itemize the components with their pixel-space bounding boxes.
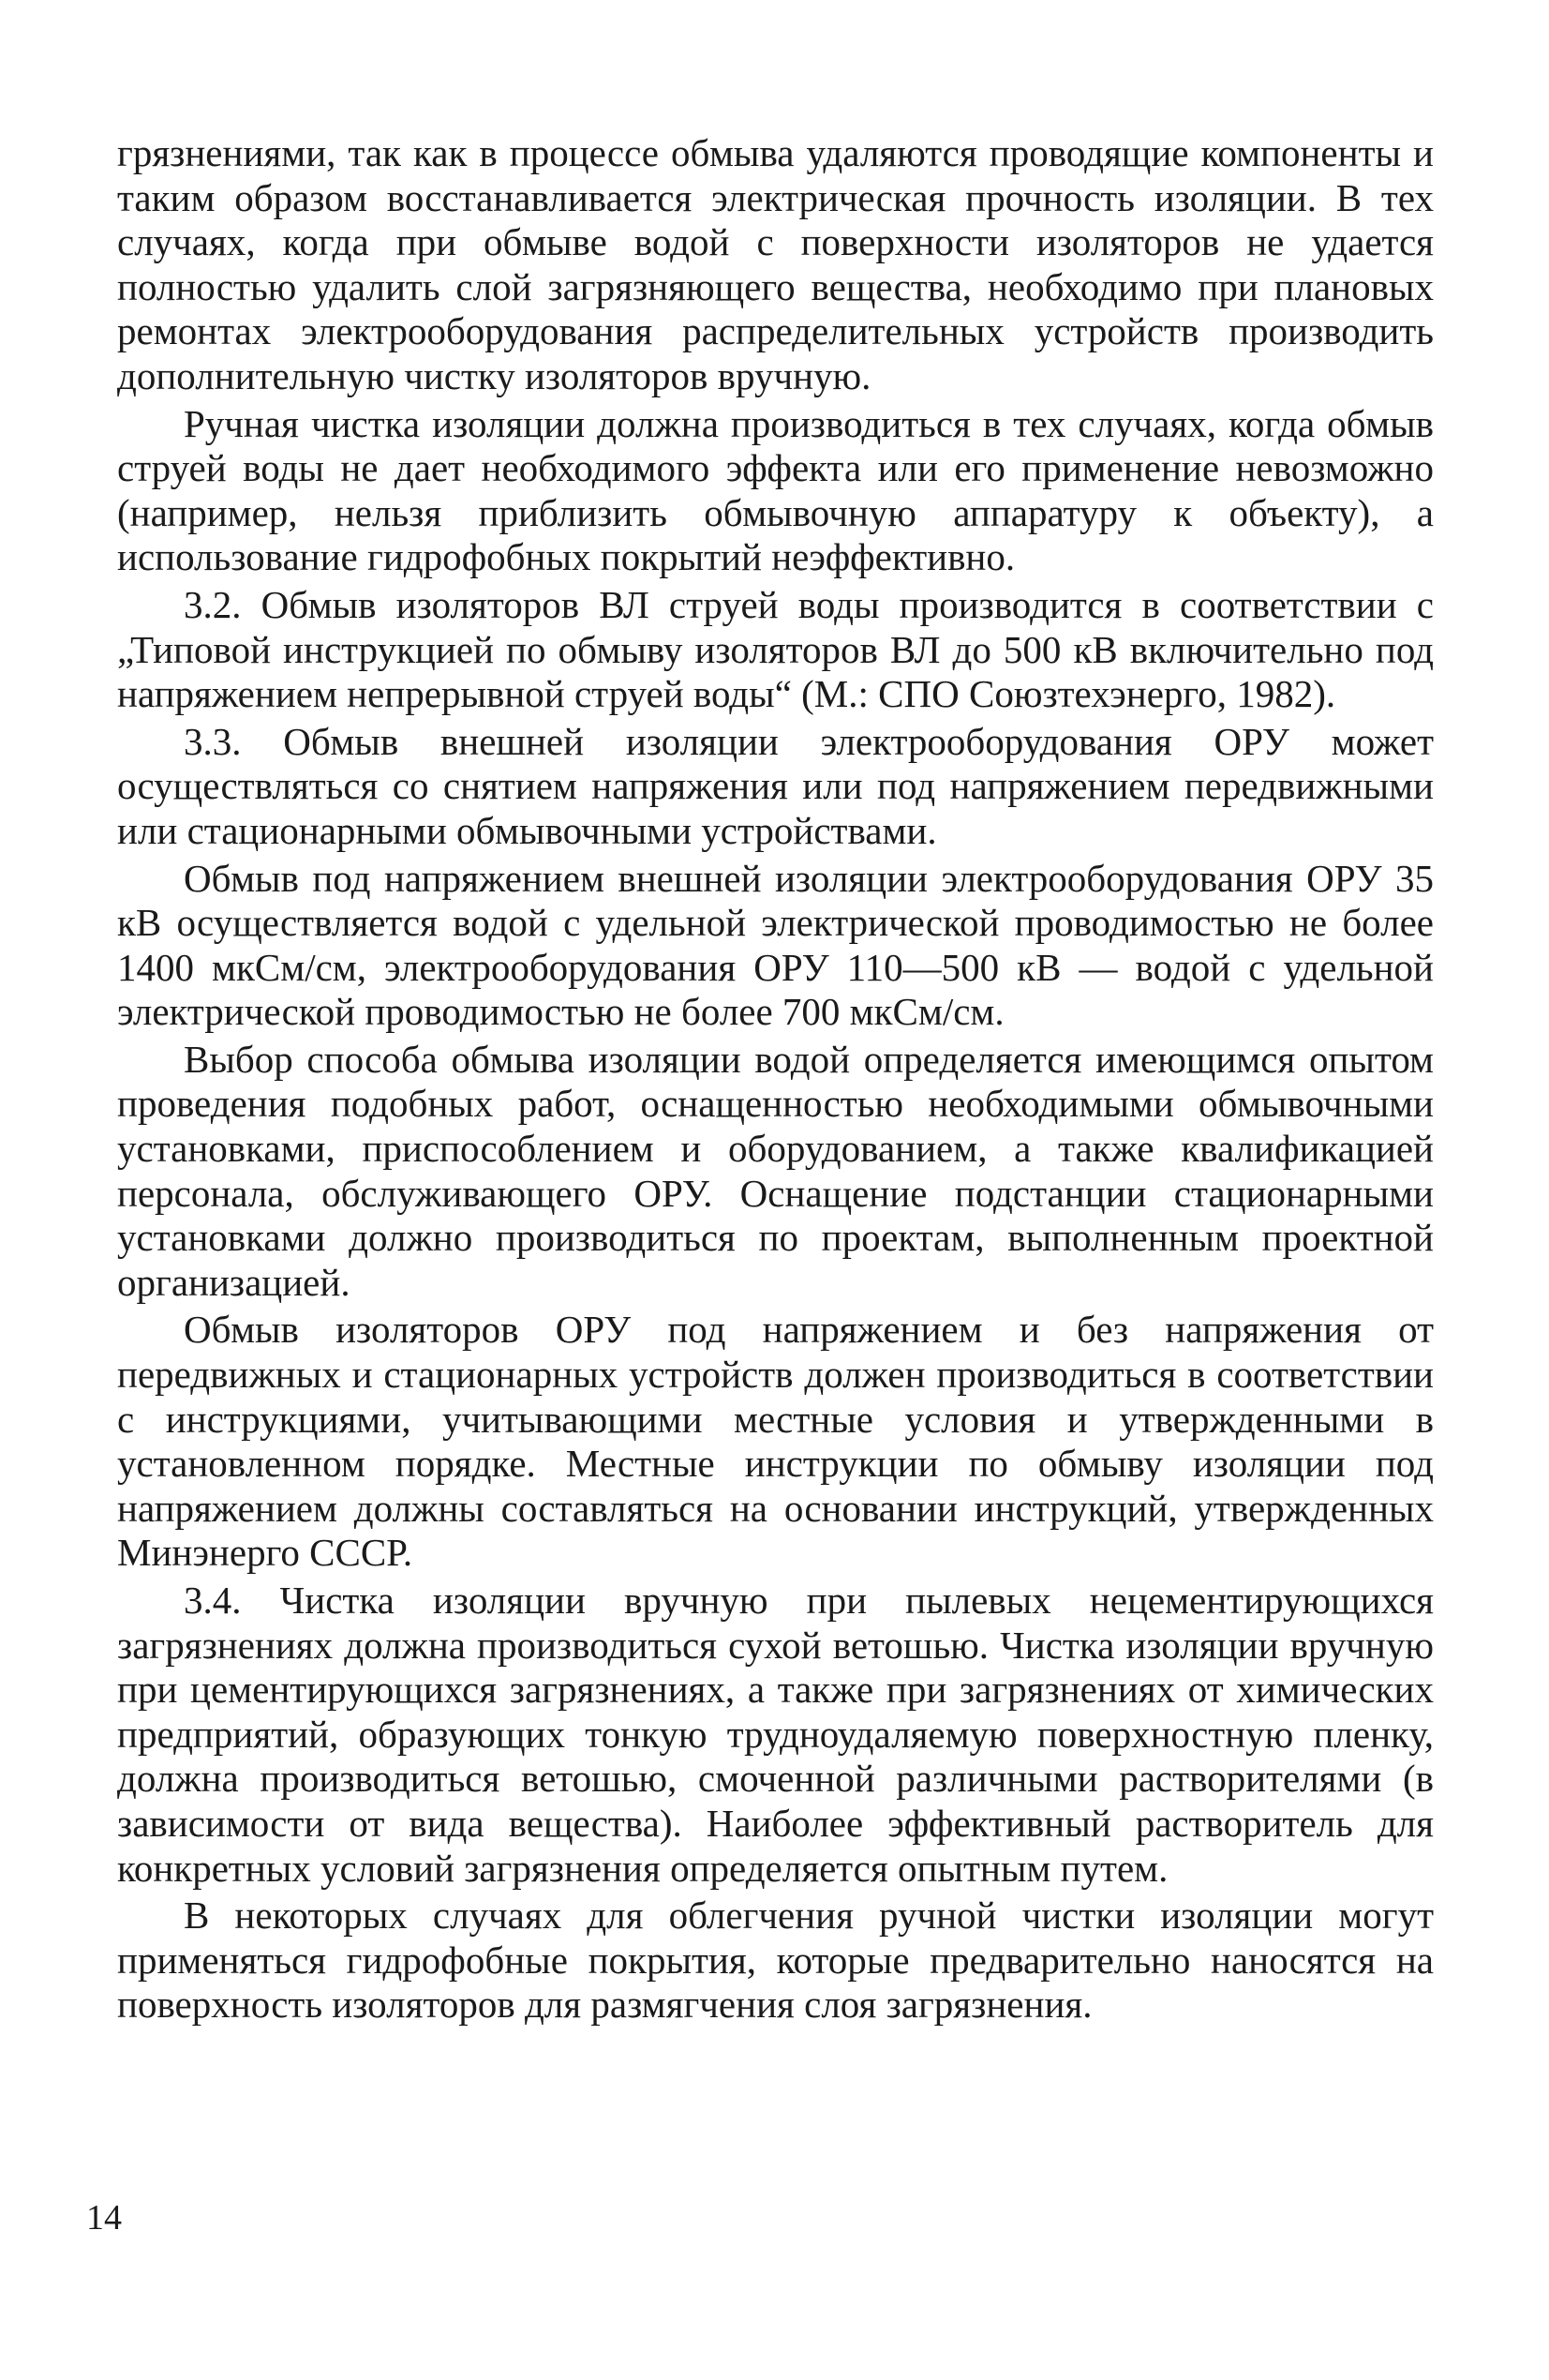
paragraph-2: Ручная чистка изоляции должна производиться в тех случаях, когда обмыв струей воды не дает необходимого эффекта или его применение невозможно (например, нельзя приблизить обмывочную аппаратуру к объекту), а использование гидрофобных покрытий неэффективно. bbox=[117, 401, 1434, 579]
paragraph-6: Выбор способа обмыва изоляции водой определяется имеющимся опытом проведения подобных работ, оснащенностью необходимыми обмывочными установками, приспособлением и оборудованием, а также квалификацией персонала, обслуживающего ОРУ. Оснащение подстанции стационарными установками должно производиться по проектам, выполненным проектной организацией. bbox=[117, 1037, 1434, 1304]
paragraph-8: 3.4. Чистка изоляции вручную при пылевых нецементирующихся загрязнениях должна производиться сухой ветошью. Чистка изоляции вручную при цементирующихся загрязнениях, а также при загрязнениях от химических предприятий, образующих тонкую трудноудаляемую поверхностную пленку, должна производиться ветошью, смоченной различными растворителями (в зависимости от вида вещества). Наиболее эффективный растворитель для конкретных условий загрязнения определяется опытным путем. bbox=[117, 1579, 1434, 1890]
paragraph-4: 3.3. Обмыв внешней изоляции электрооборудования ОРУ может осуществляться со снятием напряжения или под напряжением передвижными или стационарными обмывочными устройствами. bbox=[117, 719, 1434, 852]
document-body bbox=[117, 131, 1434, 2028]
paragraph-9: В некоторых случаях для облегчения ручной чистки изоляции могут применяться гидрофобные покрытия, которые предварительно наносятся на поверхность изоляторов для размягчения слоя загрязнения. bbox=[117, 1894, 1434, 2027]
paragraph-3: 3.2. Обмыв изоляторов ВЛ струей воды производится в соответствии с „Типовой инструкцией по обмыву изоляторов ВЛ до 500 кВ включительно под напряжением непрерывной струей воды“ (М.: СПО Союзтехэнерго, 1982). bbox=[117, 582, 1434, 716]
paragraph-7: Обмыв изоляторов ОРУ под напряжением и без напряжения от передвижных и стационарных устройств должен производиться в соответствии с инструкциями, учитывающими местные условия и утвержденными в установленном порядке. Местные инструкции по обмыву изоляции под напряжением должны составляться на основании инструкций, утвержденных Минэнерго СССР. bbox=[117, 1308, 1434, 1575]
page-number: 14 bbox=[86, 2198, 122, 2238]
paragraph-1: грязнениями, так как в процессе обмыва удаляются проводящие компоненты и таким образом восстанавливается электрическая прочность изоляции. В тех случаях, когда при обмыве водой с поверхности изоляторов не удается полностью удалить слой загрязняющего вещества, необходимо при плановых ремонтах электрооборудования распределительных устройств производить дополнительную чистку изоляторов вручную. bbox=[117, 131, 1434, 397]
paragraph-5: Обмыв под напряжением внешней изоляции электрооборудования ОРУ 35 кВ осуществляется водой с удельной электрической проводимостью не более 1400 мкСм/см, электрооборудования ОРУ 110—500 кВ — водой с удельной электрической проводимостью не более 700 мкСм/см. bbox=[117, 856, 1434, 1034]
